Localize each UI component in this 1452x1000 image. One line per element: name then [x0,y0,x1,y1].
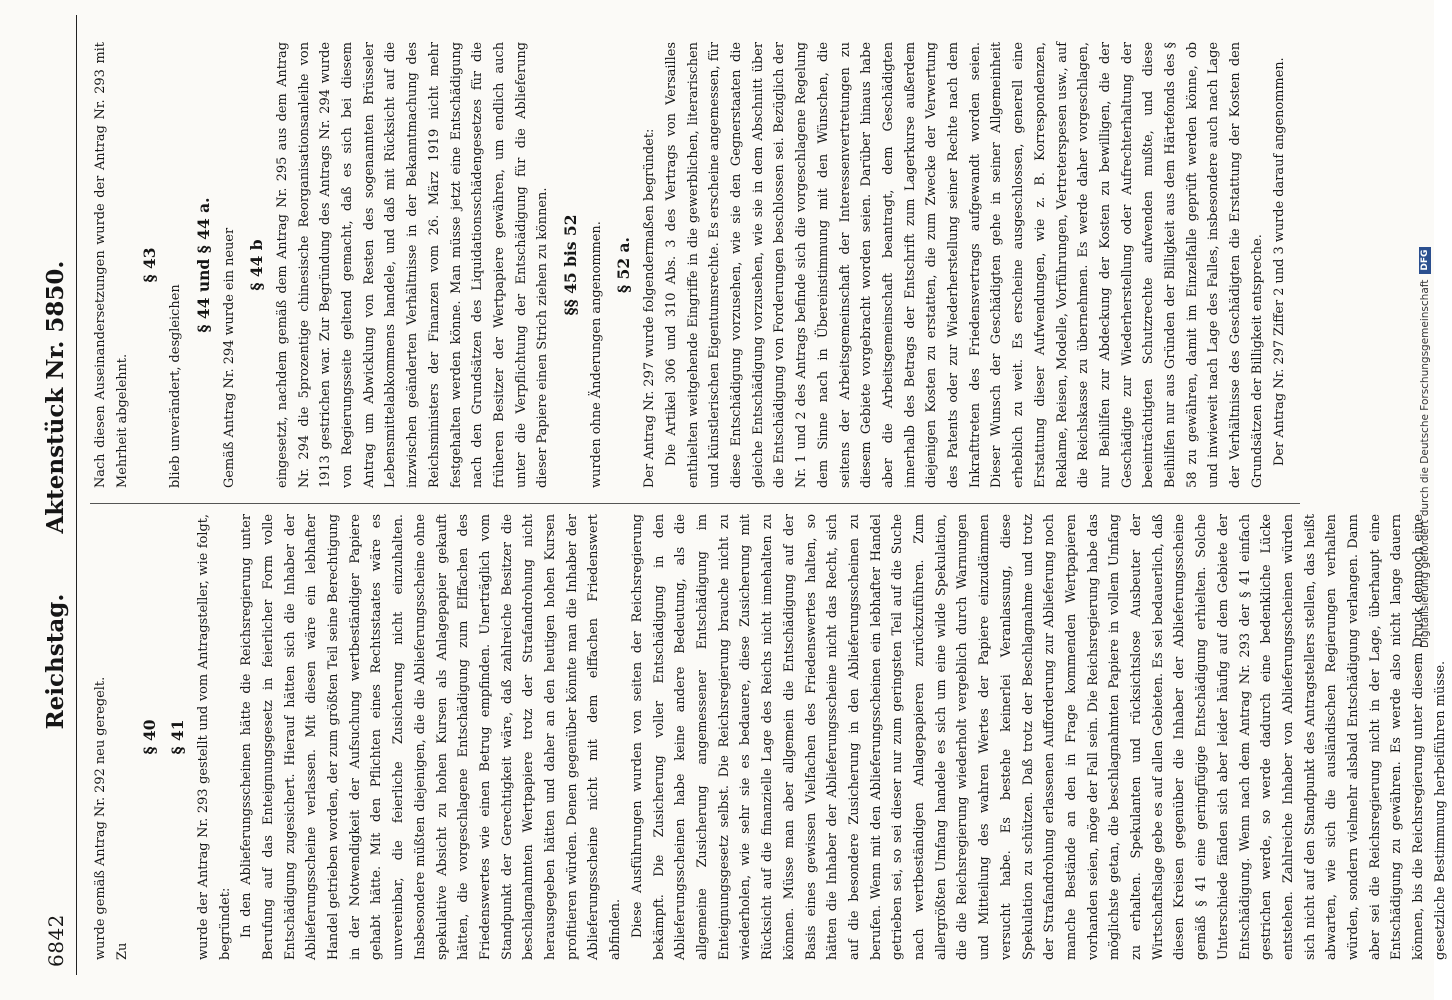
section-heading: § 52 a. [614,237,634,293]
dfg-logo: DFG [1419,247,1431,274]
text-line: wurde der Antrag Nr. 293 gestellt und vom Antragsteller, wie folgt, begründet: [195,514,233,960]
column-divider [90,503,1300,504]
page-header [42,15,77,975]
page-number: 6842 [44,914,68,967]
paragraph: In den Ablieferungsscheinen hätte die Reichsregierung unter Berufung auf das Enteignungsgesetz in feierlicher Form volle Entschädigung zugesichert. Hierauf hätten sich die Inhaber der Ablieferungsscheine verlassen. Mit diesen wäre ein lebhafter Handel getrieben worden, der zum größten Teil seine Berechtigung in der Notwendigkeit der Aufsuchung wertbeständiger Papiere gehabt hätte. Mit den Pflichten eines Rechtsstaates wäre es unvereinbar, die feierliche Zusicherung nicht einzuhalten. Insbesondere müßten diejenigen, die die Ablieferungsscheine ohne spekulative Absicht zu hohen Kursen als Anlagepapier gekauft hätten, die vorgeschlagene Entschädigung zum Elffachen des Friedenswertes wie einen Betrug empfinden. Unerträglich vom Standpunkt der Gerechtigkeit wäre, daß zahlreiche Besitzer die beschlagnahmten Wertpapiere trotz der Strafandrohung nicht herausgegeben hätten und daher an den heutigen hohen Kursen profitieren würden. Denen gegenüber könnte man die Inhaber der Ablieferungsscheine nicht mit dem elffachen Friedenswert abfinden. [239,514,624,960]
credit-text: Digitalisierung gefördert durch die Deutsche Forschungsgemeinschaft [1419,279,1431,648]
section-heading: §§ 45 bis 52 [561,214,581,316]
paragraph: Diese Ausführungen wurden von seiten der Reichsregierung bekämpft. Die Zusicherung voller Entschädigung in den Ablieferungsscheinen habe keine andere Bedeutung, als die allgemeine Zusicherung angemessener Entschädigung im Enteignungsgesetz selbst. Die Reichsregierung brauche nicht zu wiederholen, wie sehr sie es bedauere, diese Zusicherung mit Rücksicht auf die finanzielle Lage des Reichs nicht innehalten zu können. Müsse man aber allgemein die Entschädigung auf der Basis eines gewissen Vielfachen des Friedenswertes halten, so hätten die Inhaber der Ablieferungsscheine nicht das Recht, sich auf die besondere Zusicherung in den Ablieferungsscheinen zu berufen. Wenn mit den Ablieferungsscheinen ein lebhafter Handel getrieben sei, so sei dieser nur zum geringsten Teil auf die Suche nach wertbeständigen Anlagepapieren zurückzuführen. Zum allergrößten Umfang handele es sich um eine wilde Spekulation, die die Reichsregierung wiederholt vergeblich durch Warnungen und Mitteilung des wahren Wertes der Papiere einzudämmen versucht habe. Es bestehe keinerlei Veranlassung, diese Spekulation zu schützen. Daß trotz der Beschlagnahme und trotz der Strafandrohung erlassenen Aufforderung zur Ablieferung noch manche Bestände an den in Frage kommenden Wertpapieren vorhanden seien, möge der Fall sein. Die Reichsregierung habe das möglichste getan, die beschlagnahmten Papiere in vollem Umfang zu erhalten. Spekulanten und rücksichtslose Ausbeuter der Wirtschaftslage gebe es auf allen Gebieten. Es sei bedauerlich, daß diesen Kreisen gegenüber die Inhaber der Ablieferungsscheine gemäß § 41 eine geringfügige Entschädigung erhielten. Solche Unterschiede fänden sich aber leider häufig auf dem Gebiete der Entschädigung. Wenn nach dem Antrag Nr. 293 der § 41 einfach gestrichen werde, so werde dadurch eine bedenkliche Lücke entstehen. Zahlreiche Inhaber von Ablieferungsscheinen würden sich nicht auf den Standpunkt des Antragstellers stellen, das heißt abwarten, wie sich die ausländischen Regierungen verhalten würden, sondern vielmehr alsbald Entschädigung verlangen. Dann aber sei die Reichsregierung nicht in der Lage, überhaupt eine Entschädigung zu gewähren. Es werde also nicht lange dauern können, bis die Reichsregierung unter diesem Druck dennoch eine gesetzliche Bestimmung herbeiführen müsse. [629,514,1448,960]
text-line: wurde gemäß Antrag Nr. 292 neu geregelt. [93,676,108,960]
left-column [90,514,1452,960]
section-heading: § 40 [140,719,160,755]
text-line: blieb unverändert, desgleichen [168,284,184,488]
text-line: wurden ohne Änderungen angenommen. [588,221,604,488]
text-line: Der Antrag Nr. 297 wurde folgendermaßen begründet: [642,128,658,488]
paragraph: Der Antrag Nr. 297 Ziffer 2 und 3 wurde darauf angenommen. [1271,57,1287,466]
text-line: eingesetzt, nachdem gemäß dem Antrag Nr. 295 aus dem Antrag Nr. 294 die 5prozentige chinesische Reorganisationsanleihe von 1913 gestrichen war. Zur Begründung des Antrags Nr. 294 wurde von Regierungsseite geltend gemacht, daß es sich bei diesem Antrag um Abwicklung von Resten des sogenannten Brüsseler Lebensmittelabkommens handele, und daß mit Rücksicht auf die inzwischen geänderten Verhältnisse in der Bekanntmachung des Reichsministers der Finanzen vom 26. März 1919 nicht mehr festgehalten werden könne. Man müsse jetzt eine Entschädigung nach den Grundsätzen des Liquidationsschädengesetzes für die früheren Besitzer der Wertpapiere gewähren, um endlich auch unter die Verpflichtung der Entschädigung für die Ablieferung dieser Papiere einen Strich ziehen zu können. [274,42,551,488]
paragraph: Die Artikel 306 und 310 Abs. 3 des Vertrags von Versailles enthielten weitgehende Eingriffe in die gewerblichen, literarischen und künstlerischen Eigentumsrechte. Es erscheine angemessen, für diese Entschädigung vorzusehen, wie sie den Gegnerstaaten die gleiche Entschädigung vorzusehen, wie sie in dem Abschnitt über die Entschädigung von Forderungen beschlossen sei. Bezüglich der Nr. 1 und 2 des Antrags befinde sich die vorgeschlagene Regelung dem Sinne nach in Übereinstimmung mit den Wünschen, die seitens der Arbeitsgemeinschaft der Interessenvertretungen zu diesem Gebiete vorgebracht worden seien. Darüber hinaus habe aber die Arbeitsgemeinschaft beantragt, dem Geschädigten innerhalb des Betrags der Entschrift zum Lagerkurse außerdem diejenigen Kosten zu erstatten, die zum Zwecke der Verwertung des Patents oder zur Wiederherstellung seiner Rechte nach dem Inkrafttreten des Friedensvertrags aufgewandt worden seien. Dieser Wunsch der Geschädigten gehe in seiner Allgemeinheit erheblich zu weit. Es erscheine ausgeschlossen, generell eine Erstattung dieser Aufwendungen, wie z. B. Korrespondenzen, Reklame, Reisen, Modelle, Vorführungen, Vertreterspesen usw., auf die Reichskasse zu übernehmen. Es werde daher vorgeschlagen, nur Beihilfen zur Abdeckung der Kosten zu bewilligen, die der Geschädigte zur Wiederherstellung oder Aufrechterhaltung der beeinträchtigten Schutzrechte aufwenden mußte, und diese Beihilfen nur aus Gründen der Billigkeit aus dem Härtefonds des § 58 zu gewähren, damit im Einzelfalle geprüft werden könne, ob und inwieweit nach Lage des Falles, insbesondere auch nach Lage der Verhältnisse des Geschädigten die Erstattung der Kosten den Grundsätzen der Billigkeit entspreche. [663,42,1265,488]
section-heading: § 41 [168,719,188,755]
text-line: Zu [114,942,130,960]
section-heading: § 43 [140,247,160,283]
header-title [42,15,69,975]
header-title-right: Aktenstück Nr. 5850. [42,260,69,534]
text-line: Gemäß Antrag Nr. 294 wurde ein neuer [221,227,237,488]
right-column [90,42,1290,488]
section-heading: § 44 b [247,239,267,291]
header-title-left: Reichstag. [42,593,69,730]
text-line: Nach diesen Auseinandersetzungen wurde der Antrag Nr. 293 mit Mehrheit abgelehnt. [93,42,130,488]
section-heading: § 44 und § 44 a. [193,197,213,333]
digitization-credit [1416,8,1434,648]
